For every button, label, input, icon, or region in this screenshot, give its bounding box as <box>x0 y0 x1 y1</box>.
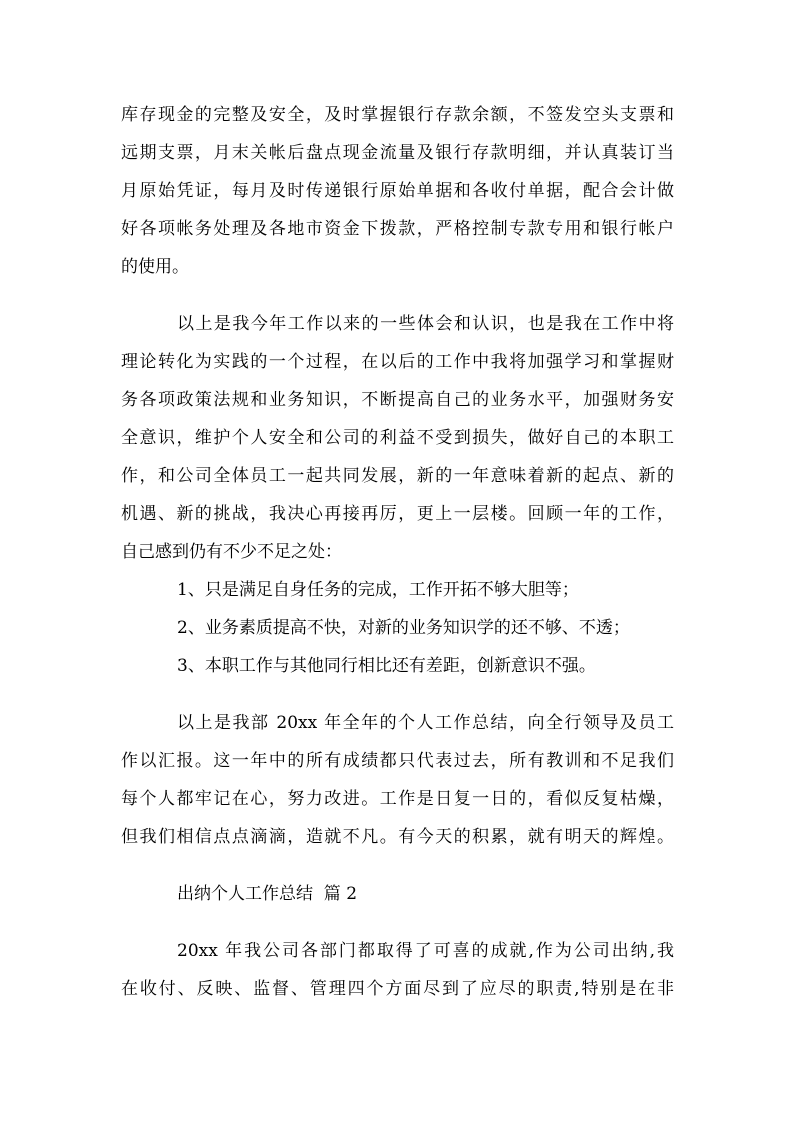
body-text-line: 好各项帐务处理及各地市资金下拨款，严格控制专款专用和银行帐户 <box>121 219 674 239</box>
body-text-line: 理论转化为实践的一个过程，在以后的工作中我将加强学习和掌握财 <box>121 352 674 372</box>
body-text-line: 每个人都牢记在心，努力改进。工作是日复一日的，看似反复枯燥， <box>121 789 674 809</box>
body-text-line: 但我们相信点点滴滴，造就不凡。有今天的积累，就有明天的辉煌。 <box>121 827 674 847</box>
body-text-line: 库存现金的完整及安全，及时掌握银行存款余额，不签发空头支票和 <box>121 105 674 125</box>
body-text-line: 作，和公司全体员工一起共同发展，新的一年意味着新的起点、新的 <box>121 466 674 486</box>
section-heading: 出纳个人工作总结 篇 2 <box>177 884 358 904</box>
body-text-line: 的使用。 <box>121 257 189 277</box>
list-item-3: 3、本职工作与其他同行相比还有差距，创新意识不强。 <box>177 656 596 676</box>
body-text-line: 自己感到仍有不少不足之处： <box>121 542 342 562</box>
body-text-line: 机遇、新的挑战，我决心再接再厉，更上一层楼。回顾一年的工作， <box>121 504 674 524</box>
list-item-1: 1、只是满足自身任务的完成，工作开拓不够大胆等； <box>177 580 579 600</box>
paragraph-first-line: 20xx 年我公司各部门都取得了可喜的成就,作为公司出纳,我 <box>177 941 674 961</box>
body-text-line: 远期支票，月末关帐后盘点现金流量及银行存款明细，并认真装订当 <box>121 143 674 163</box>
paragraph-first-line: 以上是我今年工作以来的一些体会和认识，也是我在工作中将 <box>177 314 674 334</box>
list-item-2: 2、业务素质提高不快，对新的业务知识学的还不够、不透； <box>177 618 630 638</box>
body-text-line: 在收付、反映、监督、管理四个方面尽到了应尽的职责,特别是在非 <box>121 979 674 999</box>
paragraph-first-line: 以上是我部 20xx 年全年的个人工作总结，向全行领导及员工 <box>177 713 674 733</box>
body-text-line: 务各项政策法规和业务知识，不断提高自己的业务水平，加强财务安 <box>121 390 674 410</box>
body-text-line: 月原始凭证，每月及时传递银行原始单据和各收付单据，配合会计做 <box>121 181 674 201</box>
body-text-line: 全意识，维护个人安全和公司的利益不受到损失，做好自己的本职工 <box>121 428 674 448</box>
body-text-line: 作以汇报。这一年中的所有成绩都只代表过去，所有教训和不足我们 <box>121 751 674 771</box>
